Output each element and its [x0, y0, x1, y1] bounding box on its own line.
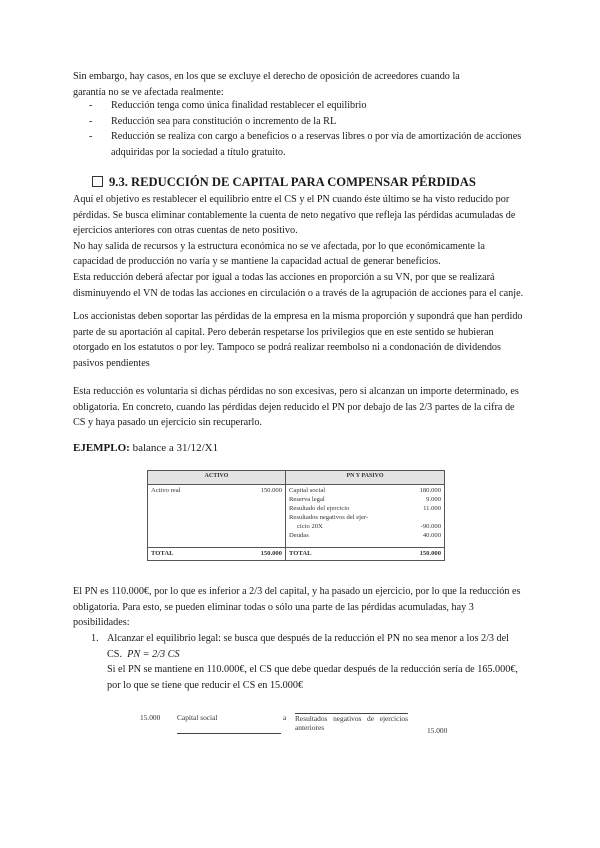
pn-item-value: 11.000	[423, 505, 441, 512]
checkbox-icon	[92, 176, 103, 187]
bullet-dash: -	[89, 115, 93, 127]
pn-pasivo-header: PN Y PASIVO	[286, 471, 445, 485]
intro-line-1: Sin embargo, hay casos, en los que se excluye el derecho de oposición de acreedores cuando la	[73, 71, 460, 82]
pn-item-label: Reserva legal	[289, 496, 325, 503]
resources-paragraph: No hay salida de recursos y la estructura económica no se ve afectada, por lo que económicamente la capacidad de producción no varía y se mantiene la capacidad actual de generar beneficios.	[73, 240, 485, 268]
pn-item-value: 40.000	[422, 532, 441, 539]
obligation-paragraph: Esta reducción es voluntaria si dichas pérdidas no son excesivas, pero si alcanzan un importe determinado, es obligatoria. En concreto, cuando las pérdidas dejen reducido el PN por debajo de las 2/3 partes de la cifra de CS y haya pasado un ejercicio sin recuperarlo.	[73, 386, 519, 429]
balance-header-row	[148, 471, 445, 485]
list-item	[73, 129, 525, 160]
total-pn-value: 150.000	[400, 548, 445, 561]
credit-amount: 15.000	[427, 726, 448, 735]
pn-item-value: -90.000	[420, 523, 441, 530]
objective-paragraph: Aquí el objetivo es restablecer el equilibrio entre el CS y el PN cuando éste último se ha visto reducido por pérdidas. Se busca eliminar contablemente la cuenta de neto negativo que refleja las pérdidas acumuladas de ejercicios anteriores con otras cuentas de neto positivo.	[73, 194, 516, 237]
pn-item-label: cicio 20X	[297, 523, 323, 530]
option-text	[107, 631, 525, 662]
option-detail: Si el PN se mantiene en 110.000€, el CS que debe quedar después de la reducción sería de 165.000€, por lo que se tiene que reducir el CS en 15.000€	[107, 664, 518, 691]
pn-values	[400, 485, 445, 548]
list-item-text: Reducción se realiza con cargo a beneficios o a reservas libres o por vía de amortización de acciones adquiridas por la sociedad a título gratuito.	[111, 131, 522, 158]
option-formula: PN = 2/3 CS	[127, 648, 180, 660]
bullet-dash: -	[89, 100, 93, 111]
pn-item-value: 180.000	[419, 487, 441, 494]
balance-body-row	[148, 485, 445, 548]
activo-header: ACTIVO	[148, 471, 286, 485]
pn-item-value	[403, 513, 441, 522]
option-description: Alcanzar el equilibrio legal: se busca que después de la reducción el PN no sea menor a los 2/3 del CS.	[107, 633, 509, 660]
total-label-activo: TOTAL	[148, 548, 240, 561]
pn-item-label: Resultados negativos del ejer-	[289, 514, 369, 521]
example-text: balance a 31/12/X1	[129, 442, 219, 454]
example-label: EJEMPLO:	[73, 442, 130, 454]
pn-item-label: Capital social	[289, 487, 326, 494]
total-label-pn: TOTAL	[286, 548, 401, 561]
option-number: 1.	[91, 633, 99, 644]
exclusion-list	[73, 98, 525, 160]
pn-item-value: 9.000	[426, 496, 441, 503]
total-activo-value: 150.000	[239, 548, 286, 561]
proportion-paragraph: Esta reducción deberá afectar por igual a todas las acciones en proporción a su VN, por que se realizará disminuyendo el VN de todas las acciones en circulación o a través de la agrupación de acciones para el canje.	[73, 272, 524, 299]
debit-amount: 15.000	[140, 713, 161, 722]
example-caption	[73, 442, 218, 454]
analysis-paragraph: El PN es 110.000€, por lo que es inferior a 2/3 del capital, y ha pasado un ejercicio, por lo que la reducción es obligatoria. Para esto, se pueden eliminar todas o sólo una parte de las pérdidas acumuladas, hay 3 posibilidades:	[73, 586, 521, 629]
balance-total-row	[148, 548, 445, 561]
intro-paragraph	[73, 69, 525, 100]
debit-account: Capital social	[177, 713, 281, 734]
pn-item-label: Deudas	[289, 532, 309, 539]
bullet-dash: -	[89, 131, 93, 143]
list-item-text: Reducción sea para constitución o incremento de la RL	[111, 115, 337, 127]
list-item	[73, 98, 525, 114]
list-item	[73, 114, 525, 130]
balance-sheet-table	[147, 470, 445, 561]
journal-connector: a	[283, 713, 287, 722]
pn-items	[286, 485, 401, 548]
section-title: 9.3. REDUCCIÓN DE CAPITAL PARA COMPENSAR PÉRDIDAS	[109, 175, 476, 189]
list-item-text: Reducción tenga como única finalidad restablecer el equilibrio	[111, 100, 367, 111]
credit-account: Resultados negativos de ejercicios anteriores	[295, 714, 408, 732]
activo-value: 150.000	[239, 485, 286, 548]
intro-line-2: garantía no se ve afectada realmente:	[73, 86, 224, 98]
shareholders-paragraph: Los accionistas deben soportar las pérdidas de la empresa en la misma proporción y supondrá que han perdido parte de su aportación al capital. Pero deberán respetarse los privilegios que en este sentido se hubieran otorgado en los estatutos o por ley. Tampoco se podrá realizar reembolso ni a condonación de dividendos pasivos pendientes	[73, 311, 523, 369]
activo-item: Activo real	[148, 485, 240, 548]
pn-item-label: Resultado del ejercicio	[289, 505, 350, 512]
option-item	[73, 631, 525, 693]
section-heading	[92, 175, 476, 190]
